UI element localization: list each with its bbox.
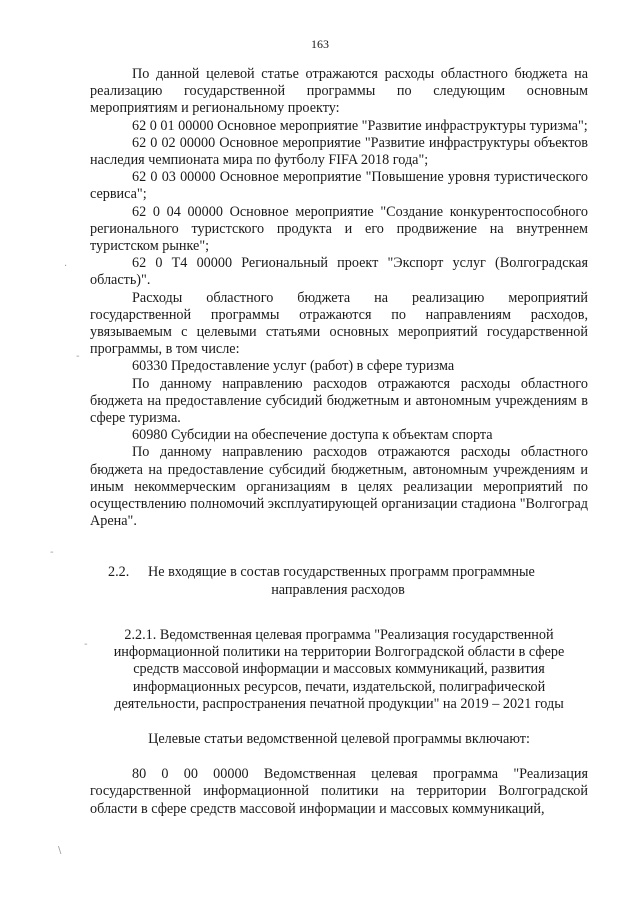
scan-mark: - — [50, 547, 54, 558]
paragraph-item-01: 62 0 01 00000 Основное мероприятие "Развитие инфраструктуры туризма"; — [132, 117, 588, 134]
paragraph-item-03: 62 0 03 00000 Основное мероприятие "Повышение уровня туристического сервиса"; — [90, 169, 588, 203]
scan-mark: · — [64, 261, 68, 272]
paragraph-item-t4: 62 0 Т4 00000 Региональный проект "Экспорт услуг (Волгоградская область)". — [90, 255, 588, 289]
section-heading-line2: направления расходов — [271, 581, 405, 598]
scan-mark: - — [76, 351, 80, 362]
paragraph-intro: По данной целевой статье отражаются расходы областного бюджета на реализацию государственной программы по следующим основным мероприятиям и региональному проекту: — [90, 66, 588, 117]
document-body — [90, 66, 588, 818]
paragraph-expenses: Расходы областного бюджета на реализацию мероприятий государственной программы отражаются по направлениям расходов, увязываемым с целевыми статьями основных мероприятий государственной программы, в том числе: — [90, 289, 588, 358]
section-number: 2.2. — [108, 564, 130, 581]
paragraph-code-60330: 60330 Предоставление услуг (работ) в сфере туризма — [132, 358, 455, 375]
paragraph-code-60980: 60980 Субсидии на обеспечение доступа к объектам спорта — [132, 427, 493, 444]
paragraph-60980-description: По данному направлению расходов отражаются расходы областного бюджета на предоставление субсидий бюджетным, автономным учреждениям и иным некоммерческим организациям в целях реализации мероприятий по осуществлению полномочий эксплуатирующей организации стадиона "Волгоград Арена". — [90, 444, 588, 530]
section-heading — [90, 564, 588, 598]
paragraph-item-04: 62 0 04 00000 Основное мероприятие "Создание конкурентоспособного регионального туристского продукта и его продвижение на внутреннем туристском рынке"; — [90, 203, 588, 255]
section-heading-line1: Не входящие в состав государственных программ программные — [148, 564, 535, 581]
page-number: 163 — [311, 37, 329, 51]
paragraph-item-02: 62 0 02 00000 Основное мероприятие "Развитие инфраструктуры объектов наследия чемпионата мира по футболу FIFA 2018 года"; — [90, 134, 588, 169]
scan-mark: - — [84, 639, 88, 650]
paragraph-60330-description: По данному направлению расходов отражаются расходы областного бюджета на предоставление субсидий бюджетным и автономным учреждениям в сфере туризма. — [90, 375, 588, 427]
paragraph-program-80: 80 0 00 00000 Ведомственная целевая программа "Реализация государственной информационной политики на территории Волгоградской области в сфере средств массовой информации и массовых коммуникаций, — [90, 766, 588, 817]
subsection-heading: 2.2.1. Ведомственная целевая программа "Реализация государственной информационной политики на территории Волгоградской области в сфере средств массовой информации и массовых коммуникаций, развития информационных ресурсов, печати, издательской, полиграфической деятельности, распространения печатной продукции" на 2019 – 2021 годы — [113, 626, 565, 712]
scan-mark: \ — [58, 845, 62, 856]
intro-line: Целевые статьи ведомственной целевой программы включают: — [148, 730, 530, 747]
